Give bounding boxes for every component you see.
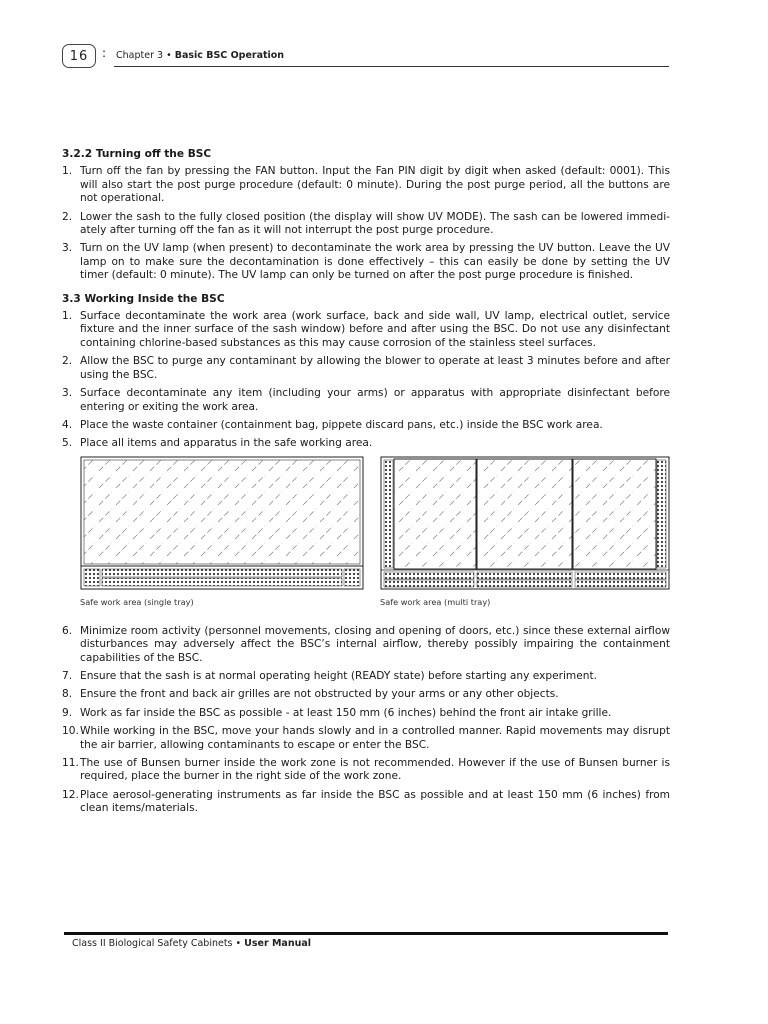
item-number: 9. <box>62 706 73 719</box>
item-text: The use of Bunsen burner inside the work zone is not recommended. However if the use of Bunsen burner is required, place the burner in the right side of the work zone. <box>80 756 670 783</box>
footer-bold: User Manual <box>244 938 312 949</box>
figure-single-tray <box>80 456 364 609</box>
chapter-prefix: Chapter 3 • <box>116 50 175 61</box>
list-item <box>62 355 670 382</box>
item-number: 8. <box>62 688 73 701</box>
item-text: Turn on the UV lamp (when present) to decontaminate the work area by pressing the UV button. Leave the UV lamp on to make sure the decontamination is done effectively – this can easily be done by setting the UV timer (default: 0 minute). The UV lamp can only be turned on after the post purge procedure is finished. <box>80 242 670 282</box>
chapter-label <box>116 50 284 61</box>
item-text: Surface decontaminate the work area (work surface, back and side wall, UV lamp, electrical outlet, service fixture and the inner surface of the sash window) before and after using the BSC. Do not use any disinfectant containing chlorine-based substances as this may cause corrosion of the stainless steel surfaces. <box>80 310 670 349</box>
section-title-3-3: 3.3 Working Inside the BSC <box>62 292 225 305</box>
list-item <box>62 670 670 683</box>
item-text: Turn off the fan by pressing the FAN button. Input the Fan PIN digit by digit when asked (default: 0001). This will also start the post purge procedure (default: 0 minute). During the post purge period, all the buttons are not operational. <box>80 165 670 205</box>
page-footer <box>62 932 668 949</box>
item-text: Place all items and apparatus in the safe working area. <box>80 437 373 450</box>
list-item <box>62 387 670 414</box>
item-text: While working in the BSC, move your hands slowly and in a controlled manner. Rapid movements may disrupt the air barrier, allowing contaminants to escape or enter the BSC. <box>80 725 670 751</box>
item-text: Work as far inside the BSC as possible - at least 150 mm (6 inches) behind the front air intake grille. <box>80 706 612 719</box>
list-item <box>62 242 670 282</box>
item-number: 2. <box>62 210 73 223</box>
chapter-title: Basic BSC Operation <box>174 50 285 61</box>
list-item <box>62 707 670 720</box>
item-text: Place aerosol-generating instruments as far inside the BSC as possible and at least 150 mm (6 inches) from clean items/materials. <box>80 788 670 815</box>
list-item <box>62 789 670 816</box>
figures-row <box>62 456 670 621</box>
list-item <box>62 165 670 205</box>
item-number: 1. <box>62 310 73 323</box>
section-title-3-2-2: 3.2.2 Turning off the BSC <box>62 148 212 160</box>
item-text: Minimize room activity (personnel movements, closing and opening of doors, etc.) since these external airflow disturbances may adversely affect the BSC’s internal airflow, thereby possibly impairing the containment capabilities of the BSC. <box>80 624 670 664</box>
list-item <box>62 310 670 350</box>
working-inside-list-b <box>62 625 670 816</box>
page-number: 16 <box>62 44 96 68</box>
list-item <box>62 211 670 238</box>
header-separator: : <box>102 46 107 60</box>
item-number: 12. <box>62 788 79 801</box>
footer-divider <box>64 932 668 935</box>
figure-caption-single: Safe work area (single tray) <box>80 596 194 607</box>
item-text: Ensure that the sash is at normal operating height (READY state) before starting any experiment. <box>80 669 597 682</box>
item-number: 6. <box>62 624 73 637</box>
item-text: Lower the sash to the fully closed position (the display will show UV MODE). The sash can be lowered immedi-ately after turning off the fan as it will not interrupt the post purge procedure. <box>80 210 670 237</box>
item-number: 7. <box>62 669 73 682</box>
header-divider <box>114 66 669 67</box>
item-number: 3. <box>62 387 73 400</box>
item-number: 3. <box>62 242 73 255</box>
footer-label <box>72 938 668 949</box>
multi-tray-diagram <box>380 456 670 591</box>
footer-text: Class II Biological Safety Cabinets • <box>72 938 245 949</box>
item-text: Surface decontaminate any item (including your arms) or apparatus with appropriate disinfectant before entering or exiting the work area. <box>80 387 670 413</box>
list-item <box>62 625 670 665</box>
list-item <box>62 419 670 432</box>
list-item <box>62 725 670 752</box>
item-text: Allow the BSC to purge any contaminant by allowing the blower to operate at least 3 minutes before and after using the BSC. <box>80 355 670 381</box>
figure-multi-tray <box>380 456 670 609</box>
item-number: 5. <box>62 437 73 450</box>
item-number: 4. <box>62 418 73 431</box>
page-content <box>62 148 670 821</box>
item-number: 10. <box>62 725 79 738</box>
list-item <box>62 437 670 450</box>
figure-caption-multi: Safe work area (multi tray) <box>380 596 491 607</box>
single-tray-diagram <box>80 456 364 591</box>
item-text: Ensure the front and back air grilles are not obstructed by your arms or any other objects. <box>80 688 559 701</box>
list-item <box>62 757 670 784</box>
working-inside-list-a <box>62 310 670 451</box>
turning-off-list <box>62 165 670 282</box>
page-header <box>62 44 668 70</box>
list-item <box>62 688 670 701</box>
item-number: 11. <box>62 756 79 769</box>
item-number: 2. <box>62 355 73 368</box>
item-text: Place the waste container (containment bag, pippete discard pans, etc.) inside the BSC work area. <box>80 418 603 431</box>
item-number: 1. <box>62 165 73 178</box>
